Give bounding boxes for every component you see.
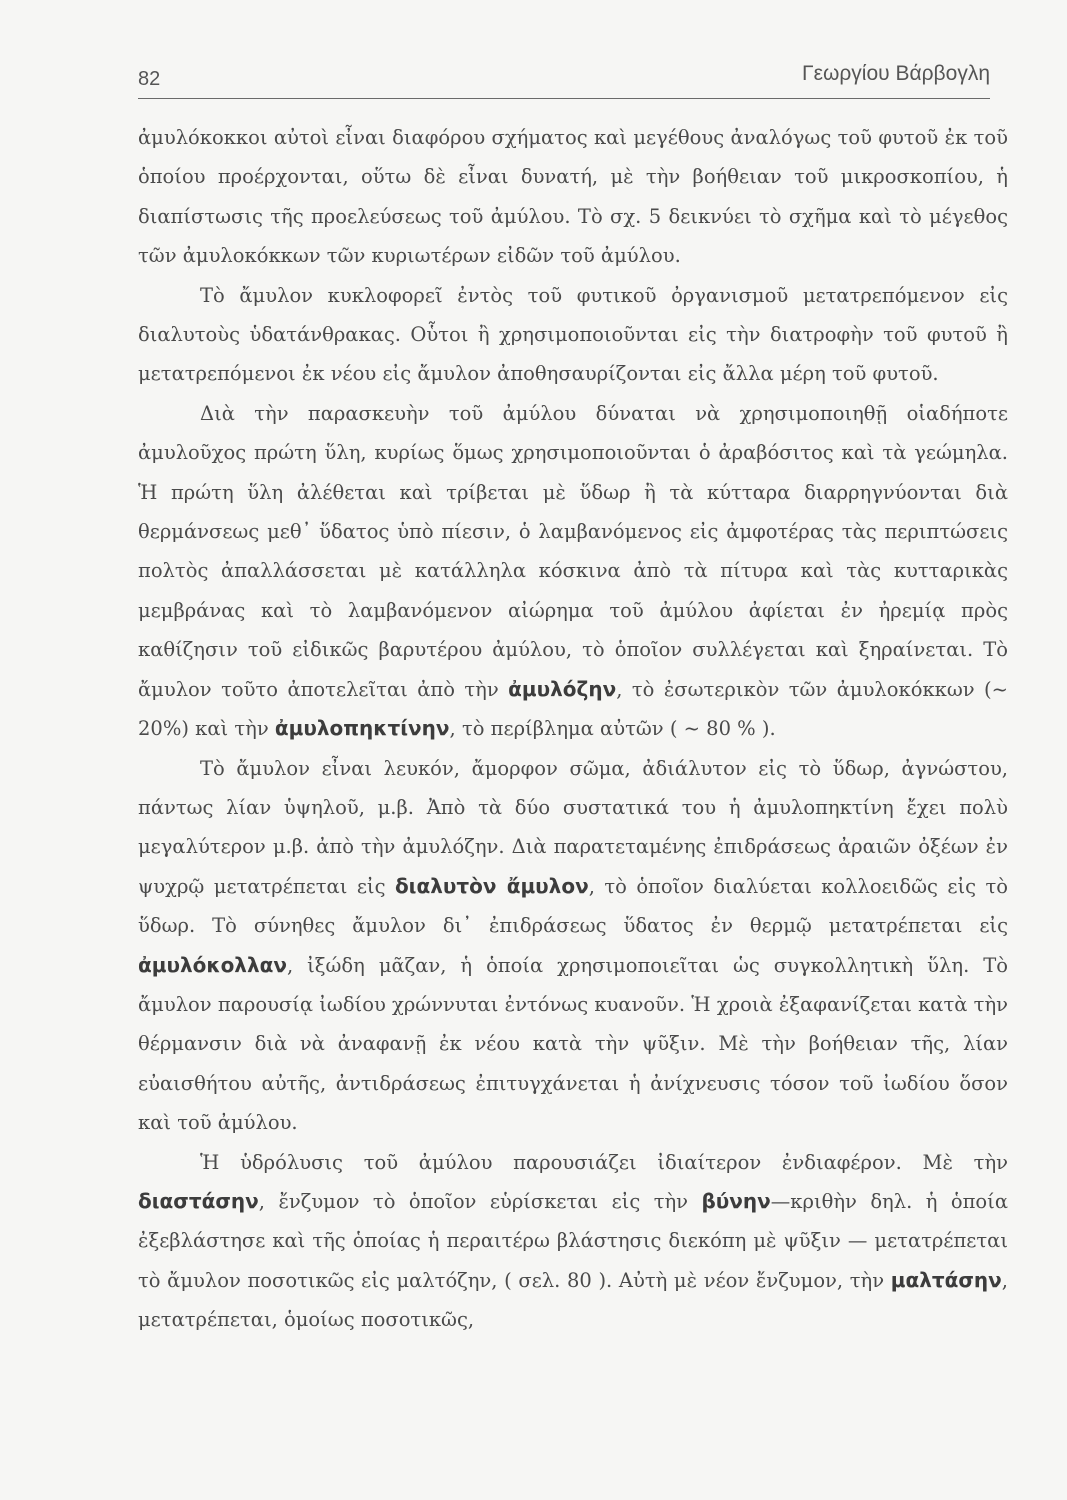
page-number: 82 <box>138 68 161 90</box>
text-run: , ἰξώδη μᾶζαν, ἡ ὁποία χρησιμοποιεῖται ὡς συγκολλητικὴ ὕλη. Τὸ ἄμυλον παρουσίᾳ ἰωδίου χρώννυται ἐντόνως κυανοῦν. Ἡ χροιὰ ἐξαφανίζεται κατὰ τὴν θέρμανσιν διὰ νὰ ἀναφανῇ ἐκ νέου κατὰ τὴν ψῦξιν. Μὲ τὴν βοήθειαν τῆς, λίαν εὐαισθήτου αὐτῆς, ἀντιδράσεως ἐπιτυγχάνεται ἡ ἀνίχνευσις τόσον τοῦ ἰωδίου ὅσον καὶ τοῦ ἀμύλου. <box>138 953 1008 1135</box>
text-run: , τὸ ὁποῖον διαλύεται κολλοειδῶς εἰς τὸ ὕδωρ. Τὸ σύνηθες ἄμυλον δι᾽ ἐπιδράσεως ὕδατος ἐν θερμῷ μετατρέπεται εἰς <box>138 874 1008 938</box>
bold-term: ἀμυλόζην <box>508 676 617 701</box>
paragraph <box>138 1143 1008 1340</box>
body-text <box>138 118 1008 1340</box>
paragraph <box>138 394 1008 749</box>
page-header <box>138 58 990 99</box>
running-head: Γεωργίου Βάρβογλη <box>802 62 990 85</box>
bold-term: μαλτάσην <box>890 1267 1002 1292</box>
text-run: Τὸ ἄμυλον κυκλοφορεῖ ἐντὸς τοῦ φυτικοῦ ὀργανισμοῦ μετατρεπόμενον εἰς διαλυτοὺς ὑδατάνθρακας. Οὗτοι ἢ χρησιμοποιοῦνται εἰς τὴν διατροφὴν τοῦ φυτοῦ ἢ μετατρεπόμενοι ἐκ νέου εἰς ἄμυλον ἀποθησαυρίζονται εἰς ἄλλα μέρη τοῦ φυτοῦ. <box>138 283 1008 386</box>
text-run: , ἔνζυμον τὸ ὁποῖον εὑρίσκεται εἰς τὴν <box>258 1189 702 1213</box>
bold-term: διαλυτὸν ἄμυλον <box>394 873 589 898</box>
paragraph <box>138 118 1008 276</box>
text-run: Τὸ ἄμυλον εἶναι λευκόν, ἄμορφον σῶμα, ἀδιάλυτον εἰς τὸ ὕδωρ, ἀγνώστου, πάντως λίαν ὑψηλοῦ, μ.β. Ἀπὸ τὰ δύο συστατικά του ἡ ἀμυλοπηκτίνη ἔχει πολὺ μεγαλύτερον μ.β. ἀπὸ τὴν ἀμυλόζην. Διὰ παρατεταμένης ἐπιδράσεως ἀραιῶν ὀξέων ἐν ψυχρῷ μετατρέπεται εἰς <box>138 756 1008 898</box>
bold-term: ἀμυλόκολλαν <box>138 952 287 977</box>
bold-term: βύνην <box>701 1188 771 1213</box>
text-run: , τὸ περίβλημα αὐτῶν ( ~ 80 % ). <box>449 717 776 741</box>
text-run: , μετατρέπεται, ὁμοίως ποσοτικῶς, <box>138 1268 1008 1332</box>
paragraph <box>138 749 1008 1143</box>
bold-term: διαστάσην <box>138 1188 259 1213</box>
text-run: —κριθὴν δηλ. ἡ ὁποία ἐξεβλάστησε καὶ τῆς ὁποίας ἡ περαιτέρω βλάστησις διεκόπη μὲ ψῦξιν — μετατρέπεται τὸ ἄμυλον ποσοτικῶς εἰς μαλτόζην, ( σελ. 80 ). Αὐτὴ μὲ νέον ἔνζυμον, τὴν <box>138 1189 1008 1292</box>
text-run: Ἡ ὑδρόλυσις τοῦ ἀμύλου παρουσιάζει ἰδιαίτερον ἐνδιαφέρον. Μὲ τὴν <box>200 1150 1008 1174</box>
text-run: Διὰ τὴν παρασκευὴν τοῦ ἀμύλου δύναται νὰ χρησιμοποιηθῇ οἱαδήποτε ἀμυλοῦχος πρώτη ὕλη, κυρίως ὅμως χρησιμοποιοῦνται ὁ ἀραβόσιτος καὶ τὰ γεώμηλα. Ἡ πρώτη ὕλη ἀλέθεται καὶ τρίβεται μὲ ὕδωρ ἢ τὰ κύτταρα διαρρηγνύονται διὰ θερμάνσεως μεθ᾽ ὕδατος ὑπὸ πίεσιν, ὁ λαμβανόμενος εἰς ἀμφοτέρας τὰς περιπτώσεις πολτὸς ἀπαλλάσσεται μὲ κατάλληλα κόσκινα ἀπὸ τὰ πίτυρα καὶ τὰς κυτταρικὰς μεμβράνας καὶ τὸ λαμβανόμενον αἰώρημα τοῦ ἀμύλου ἀφίεται ἐν ἠρεμίᾳ πρὸς καθίζησιν τοῦ εἰδικῶς βαρυτέρου ἀμύλου, τὸ ὁποῖον συλλέγεται καὶ ξηραίνεται. Τὸ ἄμυλον τοῦτο ἀποτελεῖται ἀπὸ τὴν <box>138 401 1008 701</box>
text-run: ἀμυλόκοκκοι αὐτοὶ εἶναι διαφόρου σχήματος καὶ μεγέθους ἀναλόγως τοῦ φυτοῦ ἐκ τοῦ ὁποίου προέρχονται, οὕτω δὲ εἶναι δυνατή, μὲ τὴν βοήθειαν τοῦ μικροσκοπίου, ἡ διαπίστωσις τῆς προελεύσεως τοῦ ἀμύλου. Τὸ σχ. 5 δεικνύει τὸ σχῆμα καὶ τὸ μέγεθος τῶν ἀμυλοκόκκων τῶν κυριωτέρων εἰδῶν τοῦ ἀμύλου. <box>138 126 1008 268</box>
paragraph <box>138 276 1008 394</box>
text-run: , τὸ ἐσωτερικὸν τῶν ἀμυλοκόκκων (~ 20%) καὶ τὴν <box>138 677 1008 741</box>
bold-term: ἀμυλοπηκτίνην <box>274 716 450 741</box>
